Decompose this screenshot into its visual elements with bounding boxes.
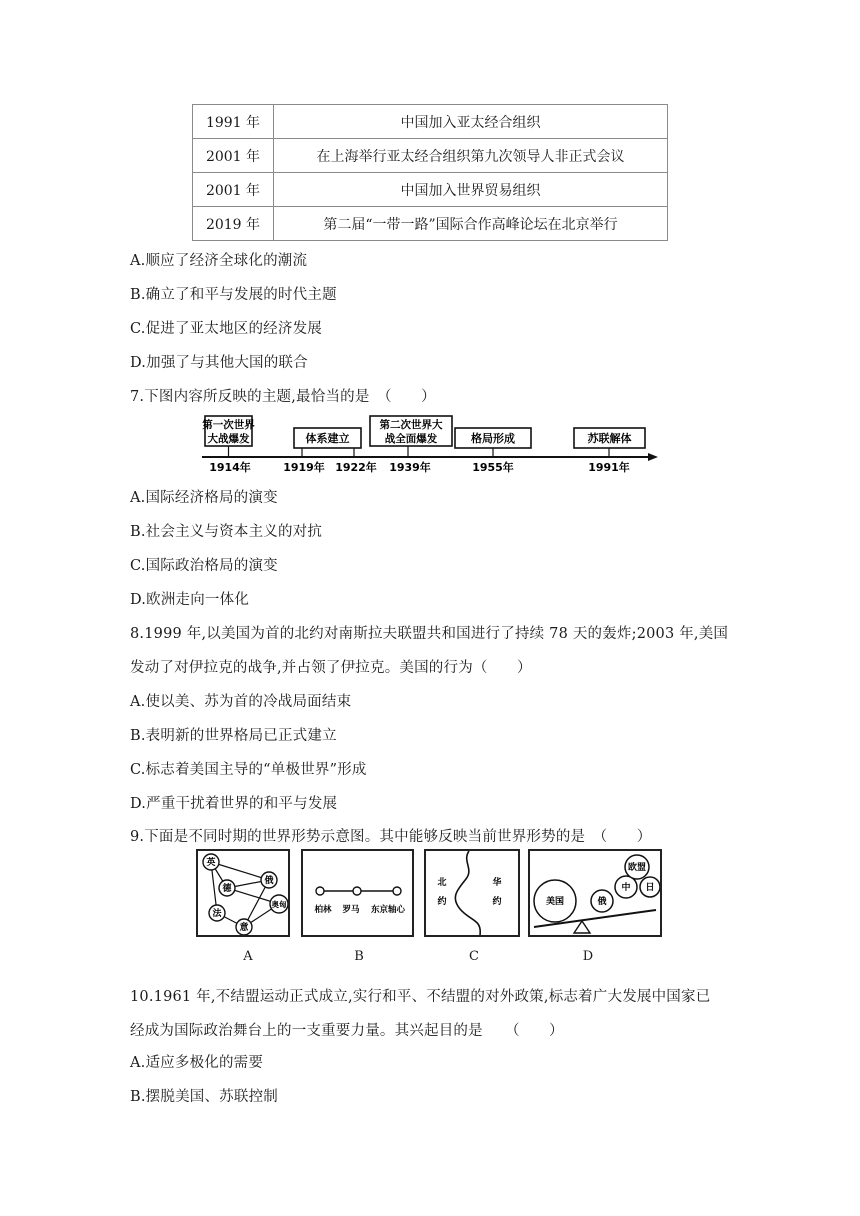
q9-caption-d: D <box>582 949 594 964</box>
q9-figure-a <box>196 849 290 937</box>
table-row <box>193 207 668 241</box>
figc-nato-1: 北 <box>437 878 447 888</box>
timeline-year-1919: 1919年 <box>283 461 325 474</box>
figd-node-china: 中 <box>621 883 631 893</box>
table-cell-event: 中国加入世界贸易组织 <box>274 173 668 207</box>
figc-nato-2: 约 <box>437 897 447 907</box>
figd-node-japan: 日 <box>645 883 655 893</box>
q9-caption-c: C <box>469 949 479 964</box>
timeline-label-pattern: 格局形成 <box>471 432 515 445</box>
figc-warsaw-2: 约 <box>492 897 502 907</box>
table-cell-event: 在上海举行亚太经合组织第九次领导人非正式会议 <box>274 139 668 173</box>
table-cell-year: 2001 年 <box>193 139 274 173</box>
q7-timeline <box>196 413 666 477</box>
q6-option-c[interactable]: C.促进了亚太地区的经济发展 <box>130 321 322 337</box>
figa-node-france: 法 <box>212 909 222 919</box>
timeline-year-1922: 1922年 <box>335 461 377 474</box>
figb-node-berlin: 柏林 <box>314 905 332 915</box>
q8-option-a[interactable]: A.使以美、苏为首的冷战局面结束 <box>130 694 352 710</box>
q9-caption-a: A <box>243 949 253 964</box>
figd-node-usa: 美国 <box>545 897 565 907</box>
timeline-year-1914: 1914年 <box>209 461 251 474</box>
q8-stem-line1: 8.1999 年,以美国为首的北约对南斯拉夫联盟共和国进行了持续 78 天的轰炸;2003 年,美国 <box>130 626 729 642</box>
q10-stem-line2: 经成为国际政治舞台上的一支重要力量。其兴起目的是 （ ） <box>130 1023 564 1039</box>
timeline-year-1991: 1991年 <box>588 461 630 474</box>
q8-option-d[interactable]: D.严重干扰着世界的和平与发展 <box>130 796 338 812</box>
q8-option-b[interactable]: B.表明新的世界格局已正式建立 <box>130 728 337 744</box>
table-cell-event: 中国加入亚太经合组织 <box>274 105 668 139</box>
q10-stem-line1: 10.1961 年,不结盟运动正式成立,实行和平、不结盟的对外政策,标志着广大发展中国家已 <box>130 989 711 1005</box>
timeline-arrow-icon <box>648 453 658 461</box>
figa-node-uk: 英 <box>206 858 216 868</box>
table-cell-year: 2001 年 <box>193 173 274 207</box>
timeline-label-wwi-2: 大战爆发 <box>207 433 250 445</box>
timeline-label-wwii-2: 战全面爆发 <box>384 433 438 445</box>
q7-option-c[interactable]: C.国际政治格局的演变 <box>130 558 278 574</box>
figb-node-tokyo: 东京轴心 <box>370 905 406 915</box>
timeline-label-wwii-1: 第二次世界大 <box>379 419 443 431</box>
table-row <box>193 105 668 139</box>
q9-figure-c <box>424 849 520 937</box>
q7-option-b[interactable]: B.社会主义与资本主义的对抗 <box>130 524 323 540</box>
figd-node-eu: 欧盟 <box>627 863 647 873</box>
q8-option-c[interactable]: C.标志着美国主导的“单极世界”形成 <box>130 762 367 778</box>
timeline-year-1939: 1939年 <box>389 461 431 474</box>
figc-warsaw-1: 华 <box>492 878 502 888</box>
figd-node-russia: 俄 <box>597 897 607 907</box>
q6-option-d[interactable]: D.加强了与其他大国的联合 <box>130 355 308 371</box>
q9-stem: 9.下面是不同时期的世界形势示意图。其中能够反映当前世界形势的是 （ ） <box>130 829 652 845</box>
figa-node-russia: 俄 <box>264 876 274 886</box>
q6-option-b[interactable]: B.确立了和平与发展的时代主题 <box>130 287 337 303</box>
q10-option-a[interactable]: A.适应多极化的需要 <box>130 1055 264 1071</box>
figb-node-rome: 罗马 <box>342 905 360 915</box>
q6-option-a[interactable]: A.顺应了经济全球化的潮流 <box>130 253 308 269</box>
q9-figure-d <box>528 849 662 937</box>
table-cell-year: 1991 年 <box>193 105 274 139</box>
timeline-label-wwi-1: 第一次世界 <box>202 419 255 431</box>
q9-caption-b: B <box>354 949 364 964</box>
q9-figure-b <box>301 849 414 937</box>
q7-option-d[interactable]: D.欧洲走向一体化 <box>130 592 250 608</box>
q7-option-a[interactable]: A.国际经济格局的演变 <box>130 490 278 506</box>
figa-node-italy: 意 <box>239 923 249 933</box>
q7-stem: 7.下图内容所反映的主题,最恰当的是 （ ） <box>130 389 436 405</box>
figa-node-austria-hungary: 奥匈 <box>271 900 287 909</box>
table-row <box>193 139 668 173</box>
q8-stem-line2: 发动了对伊拉克的战争,并占领了伊拉克。美国的行为（ ） <box>130 660 532 676</box>
table-cell-event: 第二届“一带一路”国际合作高峰论坛在北京举行 <box>274 207 668 241</box>
events-table <box>192 104 668 241</box>
timeline-label-ussr: 苏联解体 <box>587 432 632 445</box>
table-row <box>193 173 668 207</box>
figa-node-germany: 德 <box>222 884 232 894</box>
timeline-year-1955: 1955年 <box>472 461 514 474</box>
timeline-label-system: 体系建立 <box>305 432 350 445</box>
table-cell-year: 2019 年 <box>193 207 274 241</box>
q10-option-b[interactable]: B.摆脱美国、苏联控制 <box>130 1089 278 1105</box>
